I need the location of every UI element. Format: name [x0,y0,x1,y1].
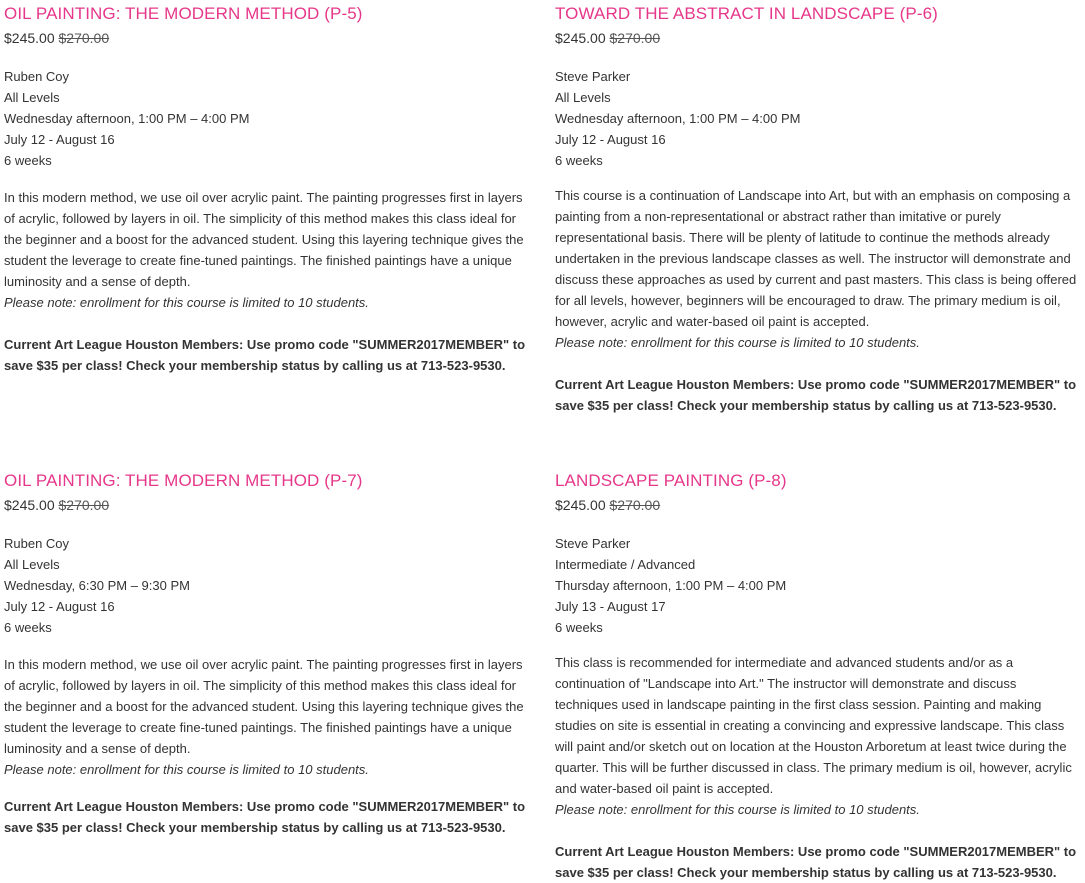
original-price: $270.00 [58,30,110,46]
level: Intermediate / Advanced [555,557,696,572]
duration: 6 weeks [555,153,603,168]
instructor: Steve Parker [555,69,631,84]
course-details [4,533,529,638]
member-promo: Current Art League Houston Members: Use promo code "SUMMER2017MEMBER" to save $35 per class! Check your membership status by calling us at 713-523-9530. [4,799,526,835]
enrollment-note: Please note: enrollment for this course is limited to 10 students. [555,802,920,817]
course-price [555,495,1080,515]
enrollment-note: Please note: enrollment for this course is limited to 10 students. [4,295,369,310]
course-card-p7 [4,471,529,838]
dates: July 13 - August 17 [555,599,666,614]
original-price: $270.00 [609,30,661,46]
enrollment-note: Please note: enrollment for this course is limited to 10 students. [555,335,920,350]
course-card-p5 [4,4,529,376]
schedule: Wednesday afternoon, 1:00 PM – 4:00 PM [4,111,250,126]
current-price: $245.00 [4,497,55,513]
level: All Levels [555,90,611,105]
schedule: Thursday afternoon, 1:00 PM – 4:00 PM [555,578,787,593]
course-card-p6 [555,4,1080,416]
enrollment-note: Please note: enrollment for this course is limited to 10 students. [4,762,369,777]
original-price: $270.00 [609,497,661,513]
course-title[interactable]: LANDSCAPE PAINTING (P-8) [555,471,787,490]
course-card-p8 [555,471,1080,883]
course-description: In this modern method, we use oil over acrylic paint. The painting progresses first in layers of acrylic, followed by layers in oil. The simplicity of this method makes this class ideal for the beginner and a boost for the advanced student. Using this layering technique gives the student the leverage to create fine-tuned paintings. The finished paintings have a unique luminosity and a sense of depth. [4,657,524,756]
course-title[interactable]: OIL PAINTING: THE MODERN METHOD (P-7) [4,471,363,490]
course-description: This class is recommended for intermediate and advanced students and/or as a continuation of "Landscape into Art." The instructor will demonstrate and discuss techniques used in landscape painting in the first class session. Painting and making studies on site is essential in creating a convincing and expressive landscape. This class will paint and/or sketch out on location at the Houston Arboretum at least twice during the quarter. This will be further discussed in class. The primary medium is oil, however, acrylic and water-based oil paint is accepted. [555,655,1072,796]
current-price: $245.00 [4,30,55,46]
course-details [4,66,529,171]
dates: July 12 - August 16 [4,132,115,147]
current-price: $245.00 [555,30,606,46]
course-title[interactable]: OIL PAINTING: THE MODERN METHOD (P-5) [4,4,363,23]
course-details [555,533,1080,638]
course-price [555,28,1080,48]
duration: 6 weeks [4,620,52,635]
course-price [4,495,529,515]
current-price: $245.00 [555,497,606,513]
course-details [555,66,1080,171]
original-price: $270.00 [58,497,110,513]
instructor: Ruben Coy [4,69,70,84]
dates: July 12 - August 16 [555,132,666,147]
course-price [4,28,529,48]
level: All Levels [4,557,60,572]
course-title[interactable]: TOWARD THE ABSTRACT IN LANDSCAPE (P-6) [555,4,938,23]
course-description: This course is a continuation of Landscape into Art, but with an emphasis on composing a painting from a non-representational or abstract rather than imitative or purely representational basis. There will be plenty of latitude to continue the methods already undertaken in the previous landscape classes as well. The instructor will demonstrate and discuss these approaches as used by current and past masters. This class is being offered for all levels, however, beginners will be encouraged to draw. The primary medium is oil, however, acrylic and water-based oil paint is accepted. [555,188,1077,329]
member-promo: Current Art League Houston Members: Use promo code "SUMMER2017MEMBER" to save $35 per class! Check your membership status by calling us at 713-523-9530. [555,377,1077,413]
schedule: Wednesday, 6:30 PM – 9:30 PM [4,578,190,593]
duration: 6 weeks [555,620,603,635]
instructor: Steve Parker [555,536,631,551]
member-promo: Current Art League Houston Members: Use promo code "SUMMER2017MEMBER" to save $35 per class! Check your membership status by calling us at 713-523-9530. [555,844,1077,880]
duration: 6 weeks [4,153,52,168]
member-promo: Current Art League Houston Members: Use promo code "SUMMER2017MEMBER" to save $35 per class! Check your membership status by calling us at 713-523-9530. [4,337,526,373]
schedule: Wednesday afternoon, 1:00 PM – 4:00 PM [555,111,801,126]
dates: July 12 - August 16 [4,599,115,614]
level: All Levels [4,90,60,105]
course-description: In this modern method, we use oil over acrylic paint. The painting progresses first in layers of acrylic, followed by layers in oil. The simplicity of this method makes this class ideal for the beginner and a boost for the advanced student. Using this layering technique gives the student the leverage to create fine-tuned paintings. The finished paintings have a unique luminosity and a sense of depth. [4,190,524,289]
instructor: Ruben Coy [4,536,70,551]
